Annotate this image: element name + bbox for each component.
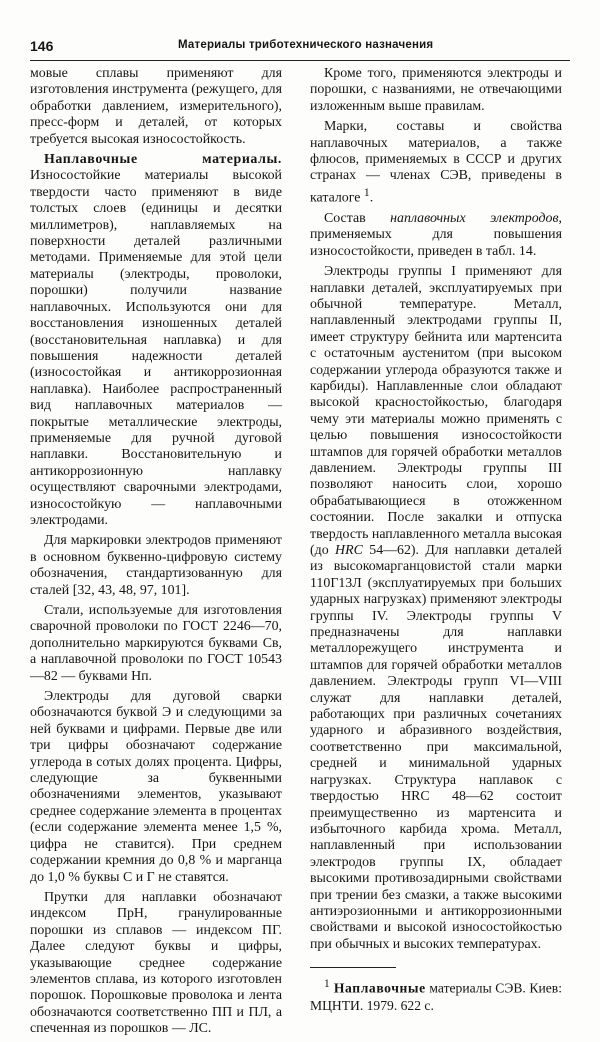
paragraph-surfacing-materials [30,152,282,529]
footnote-title: Наплавочные [329,980,426,996]
section-heading: Наплавочные материалы. [44,152,282,168]
italic-term: наплавочных электродов [390,210,559,226]
paragraph: Кроме того, применяются электроды и порошки, с названиями, не отвечающими изложенным выше правилам. [310,66,562,114]
footnote-reference: 1 [363,185,370,199]
page-header [30,38,570,56]
left-column [30,66,282,1042]
paragraph-text: 54—62). Для наплавки деталей из высокомарганцовистой стали марки 110Г13Л (эксплуатируемых при больших ударных нагрузках) применяют электроды группы IV. Электроды группы V предназначены для наплавки металлорежущего инструмента и штампов для горячей обработки металлов давлением. Электроды групп VI—VIII служат для наплавки деталей, работающих при различных сочетаниях ударного и абразивного воздействия, соответственно при максимальной, средней и минимальной ударных нагрузках. Структура наплавок с твердостью HRC 48—62 состоит преимущественно из мартенсита и избыточного карбида хрома. Металл, наплавленный при использовании электродов группы IX, обладает высокими противозадирными свойствами при трении без смазки, а также высокими антиэрозионными и антикоррозионными свойствами и высокой износостойкостью при обычных и высоких температурах. [310,543,562,952]
italic-term: HRC [335,543,363,558]
paragraph-electrode-composition [310,211,562,260]
paragraph: мовые сплавы применяют для изготовления инструмента (режущего, для обработки давлением, измерительного), пресс-форм и деталей, от которых требуется высокая износостойкость. [30,66,282,147]
paragraph: Для маркировки электродов применяют в основном буквенно-цифровую систему обозначения, стандартизованную для сталей [32, 43, 48, 97, 101]. [30,533,282,598]
paragraph-text: , применяемых для повышения износостойкости, приведен в табл. 14. [310,210,562,259]
header-rule [30,60,570,61]
paragraph: Стали, используемые для изготовления сварочной проволоки по ГОСТ 2246—70, дополнительно маркируются буквами Св, а наплавочной проволоки по ГОСТ 10543—82 — буквами Нп. [30,603,282,684]
paragraph-electrode-groups [310,264,562,953]
paragraph-text: . [369,190,374,206]
paragraph-catalog [310,119,562,207]
right-column [310,66,562,1014]
footnote [310,976,562,1014]
paragraph: Электроды для дуговой сварки обозначаются буквой Э и следующими за ней буквами и цифрами. Первые две или три цифры обозначают содержание углерода в сотых долях процента. Цифры, следующие за буквенными обозначениями элементов, указывают среднее содержание элемента в процентах (если содержание элемента менее 1,5 %, цифра не ставится). При среднем содержании кремния до 0,8 % и марганца до 1,0 % буквы С и Г не ставятся. [30,689,282,885]
footnote-rule [310,967,396,968]
running-title: Материалы триботехнического назначения [178,39,434,51]
paragraph-text: Износостойкие материалы высокой твердости часто применяют в виде толстых слоев (единицы и десятки миллиметров), наплавляемых на поверхности деталей различными методами. Применяемые для этой цели материалы (электроды, проволоки, порошки) получили название наплавочных. Используются они для восстановления изношенных деталей (восстановительная наплавка) и для повышения надежности деталей (износостойкая и антикоррозионная наплавка). Наиболее распространенный вид наплавочных материалов — покрытые металлические электроды, применяемые для ручной дуговой наплавки. Восстановительную и антикоррозионную наплавку осуществляют сварочными электродами, износостойкую — наплавочными электродами. [30,168,282,528]
page-number: 146 [30,38,54,54]
footnote-mark: 1 [324,978,330,991]
paragraph-text: Электроды группы I применяют для наплавки деталей, эксплуатируемых при обычной температуре. Металл, наплавленный электродами группы II, имеет структуру бейнита или мартенсита с остаточным аустенитом (при высоком содержании углерода образуются также и карбиды). Наплавленные слои обладают высокой красностойкостью, благодаря чему эти материалы можно применять с целью повышения износостойкости штампов для горячей обработки металлов давлением. Электроды группы III позволяют наносить слои, хорошо обрабатывающиеся в отожженном состоянии. После закалки и отпуска твердость наплавленного металла высокая (до [310,264,562,558]
paragraph-text: Марки, составы и свойства наплавочных материалов, а также флюсов, применяемых в СССР и других странах — членах СЭВ, приведены в каталоге [310,119,562,206]
paragraph: Прутки для наплавки обозначают индексом ПрН, гранулированные порошки из сплавов — индексом ПГ. Далее следуют буквы и цифры, указывающие среднее содержание элементов сплава, из которого изготовлен порошок. Порошковые проволока и лента обозначаются соответственно ПП и ПЛ, а спеченная из порошков — ЛС. [30,889,282,1037]
paragraph-text: Состав [324,210,391,226]
footnote-text: материалы СЭВ. Киев: МЦНТИ. 1979. 622 с. [310,980,562,1013]
